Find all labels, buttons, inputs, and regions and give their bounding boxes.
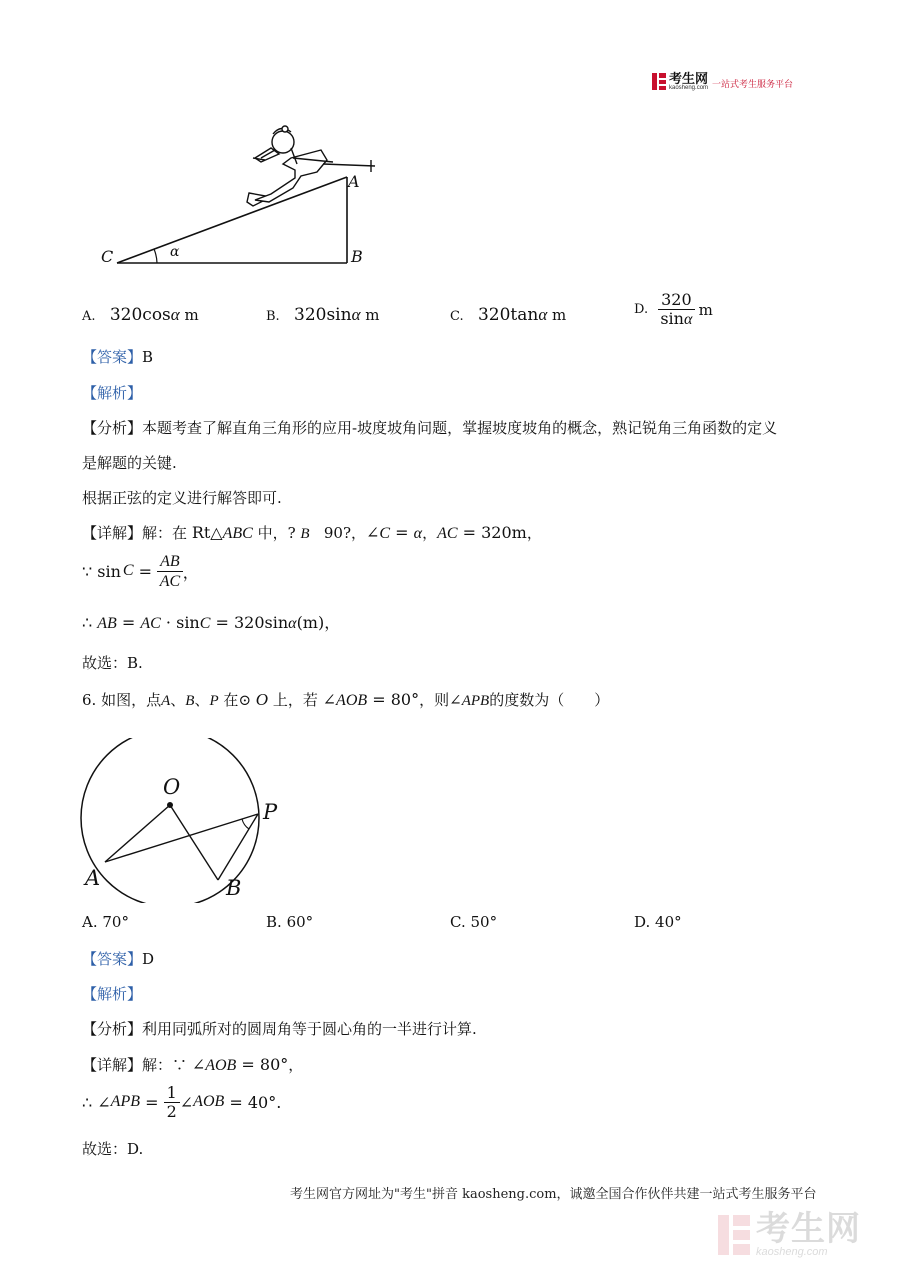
q6-stem: 6. 如图，点A、B、P 在⊙ O 上，若 ∠AOB = 80°，则∠APB的度数为（ ） — [82, 690, 610, 709]
watermark-logo-icon — [718, 1215, 750, 1255]
watermark — [718, 1212, 861, 1258]
segment-bp — [218, 814, 258, 880]
q6-detail-line1: 【详解】解：∵ ∠AOB = 80°， — [82, 1055, 304, 1074]
label-a: A — [348, 172, 360, 191]
label-o: O — [163, 775, 181, 799]
logo-name: 考生网 — [669, 71, 709, 86]
q5-detail-sin: ∵ sin C = $\frac{AB}{AC}$ ， — [82, 553, 199, 590]
segment-ap — [105, 814, 258, 862]
q5-fenxi-line2: 是解题的关键. — [82, 454, 177, 472]
q6-option-c: C. 50° — [450, 913, 498, 931]
label-alpha: α — [170, 244, 180, 260]
label-b: B — [351, 247, 363, 266]
segment-oa — [105, 805, 170, 862]
watermark-name: 考生网 — [756, 1210, 861, 1248]
q6-option-a: A. 70° — [82, 913, 129, 931]
logo-url: kaosheng.com — [669, 85, 709, 91]
watermark-url: kaosheng.com — [756, 1246, 828, 1258]
q6-analysis-label: 【解析】 — [82, 985, 143, 1003]
label-c: C — [101, 247, 114, 266]
q5-option-a: A. 320cosα m — [82, 305, 199, 325]
logo-mark-icon — [652, 73, 666, 90]
q6-choose: 故选：D. — [82, 1140, 144, 1158]
q5-option-b: B. 320sinα m — [266, 305, 380, 325]
alpha-angle-arc — [154, 249, 157, 263]
label-p: P — [263, 800, 278, 824]
q5-fenxi-line1: 【分析】本题考查了解直角三角形的应用-坡度坡角问题，掌握坡度坡角的概念，熟记锐角三角函数的定义 — [82, 419, 778, 437]
q5-analysis-label: 【解析】 — [82, 384, 143, 402]
q5-answer: 【答案】B — [82, 348, 154, 366]
header-slogan: 一站式考生服务平台 — [712, 79, 794, 89]
q5-fenxi-line3: 根据正弦的定义进行解答即可. — [82, 489, 282, 507]
q5-detail-line1: 【详解】解：在 Rt△ABC 中，? B 90?，∠C = α，AC = 320m， — [82, 523, 542, 542]
q5-option-c: C. 320tanα m — [450, 305, 567, 325]
angle-p-arc — [242, 819, 249, 829]
q5-detail-result: ∴ AB = AC · sinC = 320sinα(m)， — [82, 613, 341, 632]
q6-answer: 【答案】D — [82, 950, 155, 968]
label-b-circle: B — [226, 876, 242, 900]
circle-figure — [78, 738, 278, 903]
q6-fenxi: 【分析】利用同弧所对的圆周角等于圆心角的一半进行计算. — [82, 1020, 477, 1038]
segment-ob — [170, 805, 218, 880]
q6-option-b: B. 60° — [266, 913, 314, 931]
q6-detail-result: ∴ ∠ APB = $\frac{1}{2}$ ∠ AOB = 40°. — [82, 1083, 282, 1121]
footer-text: 考生网官方网址为"考生"拼音 kaosheng.com，诚邀全国合作伙伴共建一站式考生服务平台 — [290, 1187, 817, 1202]
label-a-circle: A — [85, 866, 101, 890]
slope-line-ca — [117, 177, 347, 263]
q5-option-d: D. $\frac{320}{\sin\alpha}$ m — [634, 290, 713, 328]
skier-icon — [247, 126, 375, 206]
slope-figure — [95, 120, 395, 270]
q5-choose: 故选：B. — [82, 654, 143, 672]
header-logo — [652, 72, 793, 91]
q6-option-d: D. 40° — [634, 913, 682, 931]
